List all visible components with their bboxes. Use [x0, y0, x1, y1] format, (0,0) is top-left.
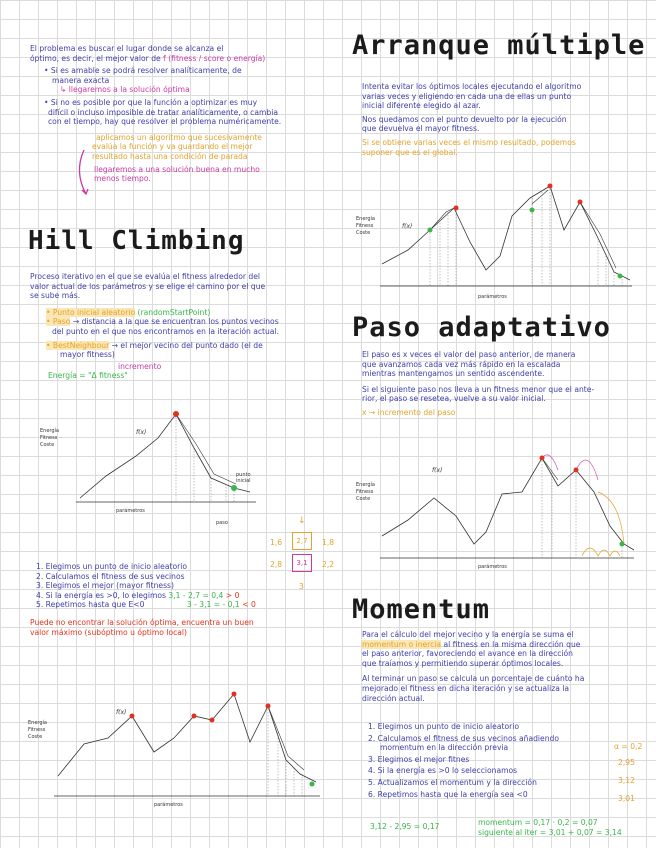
- down-arrow-icon: ↓: [298, 516, 306, 526]
- step-label: paso: [216, 520, 228, 526]
- chart-ylabel: Energía: [40, 428, 59, 434]
- value-2: 3,12: [618, 776, 635, 785]
- algo-note: aplicamos un algoritmo que sucesivamente: [96, 132, 262, 142]
- desc-line: Al terminar un paso se calcula un porcentaje de cuánto ha: [362, 674, 585, 684]
- desc-line: que devuelva el mayor fitness.: [362, 124, 480, 134]
- best-def: → el mejor vecino del punto dado (el de: [111, 340, 263, 350]
- arranque-title: Arranque múltiple: [352, 30, 646, 61]
- step-text: 5. Repetimos hasta que E<0: [36, 600, 145, 610]
- chart-ylabel: Fitness: [356, 489, 374, 495]
- step-item: 1. Elegimos un punto de inicio aleatorio: [36, 562, 187, 571]
- paso-title: Paso adaptativo: [352, 312, 611, 343]
- momentum-calc: momentum = 0,17 · 0,2 = 0,07: [478, 818, 598, 827]
- chart-ylabel: Coste: [356, 230, 371, 236]
- desc-line-highlight: suponer que es el global.: [362, 147, 458, 157]
- chart-ylabel: Energía: [356, 216, 375, 222]
- item-step: [30, 317, 342, 327]
- warning: valor máximo (subóptimo u óptimo local): [30, 627, 188, 637]
- chart-ylabel: Coste: [356, 496, 371, 502]
- step-def-cont: del punto en el que nos encontramos en la iteración actual.: [52, 326, 279, 336]
- desc-text: al fitness en la misma dirección que: [441, 639, 581, 649]
- local-peak: [130, 714, 135, 719]
- multi-start-chart: [352, 176, 642, 306]
- calc: > 0: [225, 590, 240, 600]
- global-peak: [232, 692, 237, 697]
- chart-fx: f(x): [116, 709, 127, 716]
- bullet-analytic-cont: manera exacta: [52, 75, 110, 85]
- desc-line: [362, 640, 652, 650]
- step-item-cont: momentum en la dirección previa: [380, 743, 509, 753]
- start-point: [231, 485, 237, 491]
- local-peak: [574, 468, 579, 473]
- start-label: inicial: [236, 478, 251, 484]
- end-point: [548, 184, 553, 189]
- calc: 3,1 - 2,7 = 0,4: [168, 590, 224, 600]
- grid-cell: 3,1: [292, 554, 312, 572]
- desc-line: rior, el paso se resetea, vuelve a su valor inicial.: [362, 394, 546, 404]
- chart-ylabel: Fitness: [28, 727, 46, 733]
- value-1: 2,95: [618, 758, 635, 767]
- bullet-analytic: • Si es amable se podrá resolver analíticamente, de: [44, 66, 242, 76]
- start-label: punto: [236, 472, 251, 478]
- arranque-desc: [362, 82, 652, 157]
- curved-arrow-icon: [72, 148, 92, 198]
- momentum-steps: [368, 722, 608, 799]
- desc-line: que traíamos y permitiendo superar óptimos locales.: [362, 658, 564, 668]
- adaptive-step-chart: [352, 440, 642, 580]
- desc-line: dirección actual.: [362, 693, 425, 703]
- step-term: • Paso: [46, 317, 71, 327]
- step-item: 4. Si la energía es >0 lo seleccionamos: [368, 766, 518, 776]
- best-def-cont: mayor fitness): [60, 350, 115, 360]
- calc: < 0: [242, 600, 256, 610]
- desc-line: el paso anterior, favoreciendo el avance en la dirección: [362, 649, 573, 659]
- chart-fx: f(x): [432, 467, 443, 474]
- algo-note: evalúa la función y va guardando el mejor: [92, 142, 253, 152]
- desc-line: inicial diferente elegido al azar.: [362, 101, 481, 111]
- chart-xlabel: parámetros: [478, 294, 507, 300]
- momentum-desc: [362, 630, 652, 703]
- step-item: 5. Actualizamos el momentum y la dirección: [368, 777, 537, 787]
- increment-label: incremento: [118, 361, 162, 371]
- bullet-numeric-cont: con el tiempo, hay que resolver el problema numéricamente.: [48, 117, 282, 127]
- increment-note: x → incremento del paso: [362, 407, 456, 417]
- paso-desc: [362, 350, 652, 418]
- chart-xlabel: parámetros: [154, 802, 183, 808]
- intro-line: El problema es buscar el lugar donde se alcanza el: [30, 44, 224, 53]
- desc-line: Nos quedamos con el punto devuelto por la ejecución: [362, 114, 567, 124]
- desc-line: El paso es x veces el valor del paso anterior, de manera: [362, 350, 576, 359]
- chart-ylabel: Fitness: [40, 435, 58, 441]
- step-item: 3. Elegimos el mejor fitnes: [368, 754, 470, 764]
- end-point: [578, 200, 583, 205]
- hill-desc-line: Proceso iterativo en el que se evalúa el fitness alrededor del: [30, 272, 261, 281]
- step-item: 2. Calculamos el fitness de sus vecinos: [36, 571, 185, 581]
- grid-cell: 2,8: [270, 560, 283, 569]
- chart-fx: f(x): [136, 429, 147, 436]
- momentum-calc: siguiente al iter = 3,01 + 0,07 = 3,14: [478, 828, 622, 837]
- step-def: → distancia a la que se encuentran los puntos vecinos: [72, 317, 279, 327]
- local-peak: [540, 456, 545, 461]
- desc-line: varias veces y eligiendo en cada una de ellas un punto: [362, 91, 572, 101]
- chart-xlabel: parámetros: [116, 508, 145, 514]
- desc-line: Intenta evitar los óptimos locales ejecutando el algoritmo: [362, 82, 582, 91]
- start-code: (randomStartPoint): [137, 307, 211, 317]
- step-item: 1. Elegimos un punto de inicio aleatorio: [368, 722, 519, 731]
- step-item: 2. Calculamos el fitness de sus vecinos añadiendo: [368, 733, 559, 743]
- bullet-numeric: • Si no es posible por que la función a optimizar es muy: [44, 97, 258, 107]
- bullet-numeric-cont: difícil o incluso imposible de tratar analíticamente, o cambia: [48, 107, 278, 117]
- end-point: [454, 206, 459, 211]
- algo-note: resultado hasta una condición de parada: [92, 151, 248, 161]
- chart-ylabel: Fitness: [356, 223, 374, 229]
- desc-line: mejorado el fitness en dicha iteración y se actualiza la: [362, 683, 570, 693]
- local-peak: [210, 718, 215, 723]
- chart-ylabel: Energía: [356, 482, 375, 488]
- desc-line-highlight: Si se obtiene varias veces el mismo resultado, podemos: [362, 137, 576, 147]
- value-3: 3,01: [618, 794, 635, 803]
- item-best: [30, 341, 342, 351]
- momentum-title: Momentum: [352, 594, 491, 625]
- step-item: [36, 591, 336, 601]
- grid-cell: 2,7: [292, 532, 312, 550]
- desc-line: Si el siguiente paso nos lleva a un fitness menor que el ante-: [362, 384, 595, 394]
- chart-ylabel: Energía: [28, 720, 47, 726]
- grid-cell: 2,2: [322, 560, 335, 569]
- desc-line: que avanzamos cada vez más rápido en la escalada: [362, 359, 561, 369]
- calc: 3 - 3,1 = - 0,1: [186, 600, 240, 610]
- best-term: • BestNeighbour: [46, 340, 110, 350]
- start-point: [618, 274, 623, 279]
- alpha-label: α = 0,2: [614, 742, 643, 751]
- energy-formula: Energía = "Δ fitness": [48, 371, 128, 381]
- hill-desc-line: se sube más.: [30, 291, 81, 301]
- chart-ylabel: Coste: [28, 734, 43, 740]
- hill-desc-line: valor actual de los parámetros y se elige el camino por el que: [30, 281, 266, 291]
- start-point: [530, 208, 535, 213]
- step-item: [36, 600, 336, 610]
- grid-cell: 1,6: [270, 538, 283, 547]
- start-term: • Punto inicial aleatorio: [46, 307, 136, 317]
- desc-line: Para el cálculo del mejor vecino y la energía se suma el: [362, 630, 574, 639]
- step-text: 4. Si la energía es >0, lo elegimos: [36, 590, 166, 600]
- step-item: 3. Elegimos el mejor (mayor fitness): [36, 581, 174, 591]
- start-point: [428, 228, 433, 233]
- warning: Puede no encontrar la solución óptima, encuentra un buen: [30, 617, 254, 627]
- hill-climbing-title: Hill Climbing: [28, 226, 245, 256]
- hill-desc: [30, 272, 342, 381]
- chart-ylabel: Coste: [40, 442, 55, 448]
- optimum-point: [173, 411, 179, 417]
- grid-cell: 3: [299, 582, 304, 591]
- step-item: 6. Repetimos hasta que la energía sea <0: [368, 789, 528, 799]
- chart-fx: f(x): [402, 223, 413, 230]
- hill-steps: [30, 562, 336, 637]
- start-point: [310, 782, 315, 787]
- fitness-term: f (fitness / score o energía): [163, 53, 266, 63]
- local-peak: [192, 714, 197, 719]
- hill-chart: [36, 398, 276, 528]
- chart-xlabel: parámetros: [478, 564, 507, 570]
- local-peak: [266, 704, 271, 709]
- start-point: [620, 542, 625, 547]
- good-solution-note: llegaremos a una solución buena en mucho: [94, 164, 260, 174]
- optimal-result: llegaremos a la solución óptima: [68, 85, 190, 95]
- grid-cell: 1,8: [322, 538, 335, 547]
- intro-text: óptimo, es decir, el mejor valor de: [30, 53, 164, 63]
- momentum-term: momentum o inercia: [362, 639, 442, 649]
- bullet-analytic-result: ↳ llegaremos a la solución óptima: [60, 85, 190, 95]
- desc-line: mientras mantengamos un sentido ascendente.: [362, 369, 545, 379]
- item-start: [30, 308, 342, 318]
- momentum-calc: 3,12 - 2,95 = 0,17: [370, 822, 440, 831]
- local-optima-chart: [24, 680, 324, 810]
- good-solution-note: menos tiempo.: [94, 174, 151, 184]
- intro-line: [30, 54, 340, 64]
